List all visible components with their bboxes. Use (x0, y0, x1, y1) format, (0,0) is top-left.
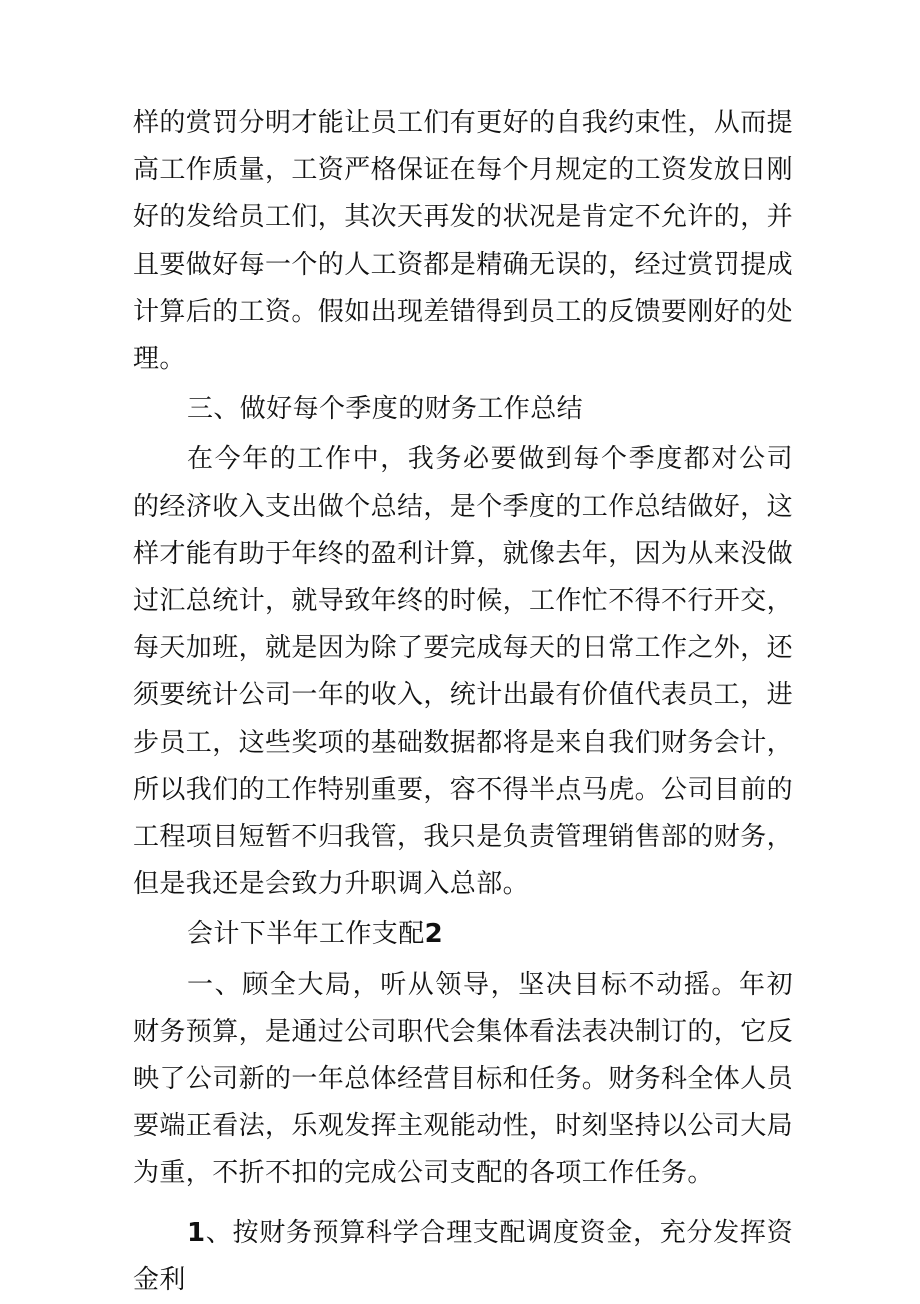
section-title-number: 2 (424, 919, 444, 950)
list-number: 1 (187, 1217, 206, 1248)
paragraph-salary-policy: 样的赏罚分明才能让员工们有更好的自我约束性，从而提高工作质量，工资严格保证在每个月规定的工资发放日刚好的发给员工们，其次天再发的状况是肯定不允许的，并且要做好每一个的人工资都是精确无误的，经过赏罚提成计算后的工资。假如出现差错得到员工的反馈要刚好的处理。 (133, 108, 794, 375)
paragraph-overall-situation: 一、顾全大局，听从领导，坚决目标不动摇。年初财务预算，是通过公司职代会集体看法表决制订的，它反映了公司新的一年总体经营目标和任务。财务科全体人员要端正看法，乐观发挥主观能动性，时刻坚持以公司大局为重，不折不扣的完成公司支配的各项工作任务。 (133, 969, 794, 1189)
list-item-text: 、按财务预算科学合理支配调度资金，充分发挥资金利 (133, 1217, 793, 1295)
document-body (133, 100, 793, 1304)
paragraph-quarterly-summary: 在今年的工作中，我务必要做到每个季度都对公司的经济收入支出做个总结，是个季度的工作总结做好，这样才能有助于年终的盈利计算，就像去年，因为从来没做过汇总统计，就导致年终的时候，工作忙不得不行开交，每天加班，就是因为除了要完成每天的日常工作之外，还须要统计公司一年的收入，统计出最有价值代表员工，进步员工，这些奖项的基础数据都将是来自我们财务会计，所以我们的工作特别重要，容不得半点马虎。公司目前的工程项目短暂不归我管，我只是负责管理销售部的财务，但是我还是会致力升职调入总部。 (133, 444, 794, 900)
paragraph-fund-scheduling (133, 1210, 793, 1304)
section-title-text: 会计下半年工作支配 (187, 919, 425, 950)
section-title-plan-2 (133, 911, 793, 958)
section-heading-quarterly-summary: 三、做好每个季度的财务工作总结 (187, 394, 584, 425)
